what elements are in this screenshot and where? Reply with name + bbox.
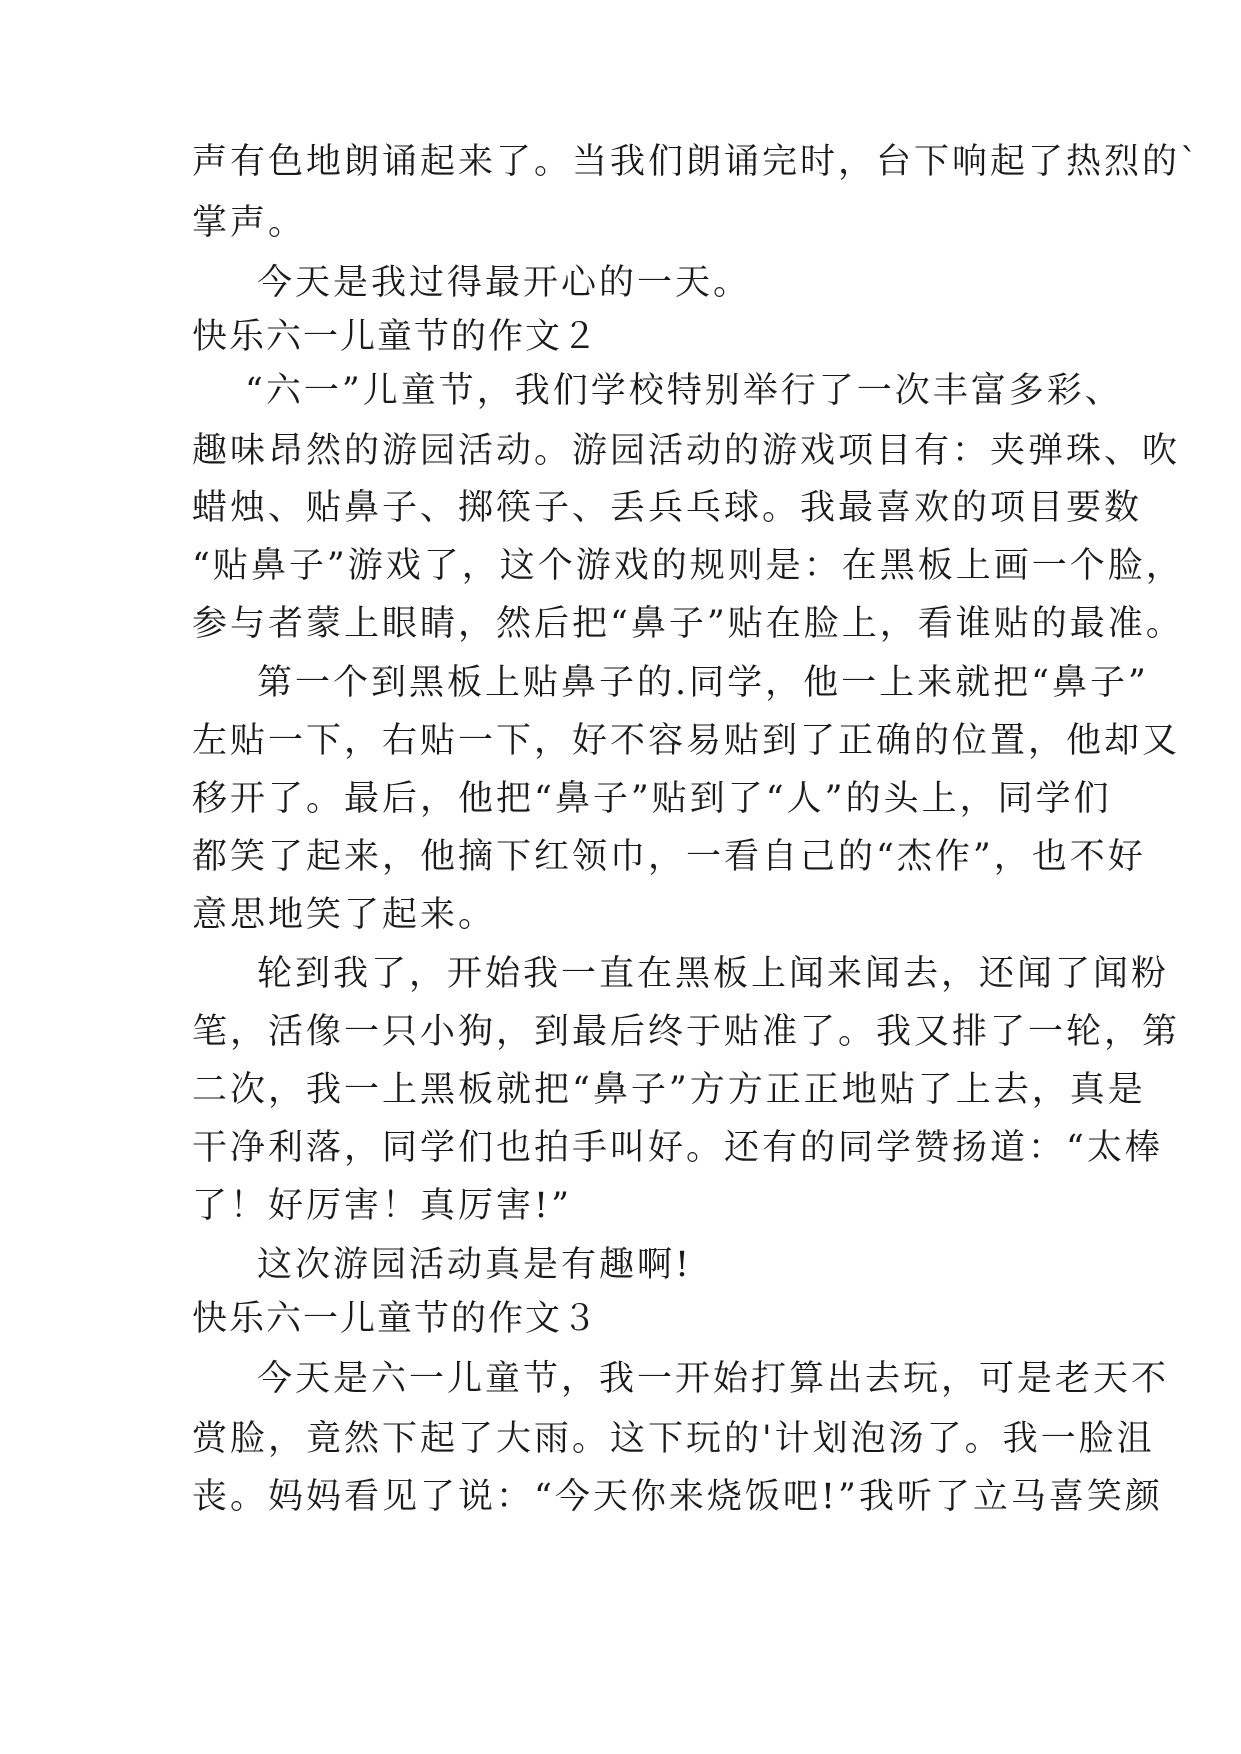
text-line: 这次游园活动真是有趣啊!: [257, 1245, 693, 1285]
closing-line: 今天是我过得最开心的一天。: [257, 263, 752, 303]
section-heading: 快乐六一儿童节的作文２: [192, 317, 600, 357]
text-line: 今天是六一儿童节，我一开始打算出去玩，可是老天不: [257, 1359, 1170, 1399]
text-line: 声有色地朗诵起来了。当我们朗诵完时，台下响起了热烈的`: [192, 142, 1201, 182]
text-line: 趣味昂然的游园活动。游园活动的游戏项目有：夹弹珠、吹: [192, 431, 1181, 471]
text-line: 丧。妈妈看见了说：“今天你来烧饭吧!”我听了立马喜笑颜: [192, 1477, 1163, 1517]
text-line: 意思地笑了起来。: [192, 895, 497, 935]
text-line: 移开了。最后，他把“鼻子”贴到了“人”的头上，同学们: [192, 779, 1112, 819]
text-line: 二次，我一上黑板就把“鼻子”方方正正地贴了上去，真是: [192, 1070, 1146, 1110]
text-line: 蜡烛、贴鼻子、掷筷子、丢兵乓球。我最喜欢的项目要数: [192, 488, 1143, 528]
text-line: 了！好厉害！真厉害!”: [192, 1186, 572, 1226]
text-line: 左贴一下，右贴一下，好不容易贴到了正确的位置，他却又: [192, 721, 1181, 761]
text-line: “六一”儿童节，我们学校特别举行了一次丰富多彩、: [245, 371, 1123, 411]
section-heading: 快乐六一儿童节的作文３: [192, 1299, 600, 1339]
text-line: 都笑了起来，他摘下红领巾，一看自己的“杰作”，也不好: [192, 837, 1146, 877]
text-line: 干净利落，同学们也拍手叫好。还有的同学赞扬道：“太棒: [192, 1128, 1163, 1168]
text-line: 掌声。: [192, 203, 307, 243]
text-line: “贴鼻子”游戏了，这个游戏的规则是：在黑板上画一个脸，: [192, 546, 1184, 586]
text-line: 赏脸，竟然下起了大雨。这下玩的'计划泡汤了。我一脸沮: [192, 1419, 1155, 1459]
text-line: 轮到我了，开始我一直在黑板上闻来闻去，还闻了闻粉: [257, 954, 1170, 994]
text-line: 第一个到黑板上贴鼻子的.同学，他一上来就把“鼻子”: [257, 663, 1149, 703]
text-line: 参与者蒙上眼睛，然后把“鼻子”贴在脸上，看谁贴的最准。: [192, 604, 1184, 644]
text-line: 笔，活像一只小狗，到最后终于贴准了。我又排了一轮，第: [192, 1012, 1181, 1052]
